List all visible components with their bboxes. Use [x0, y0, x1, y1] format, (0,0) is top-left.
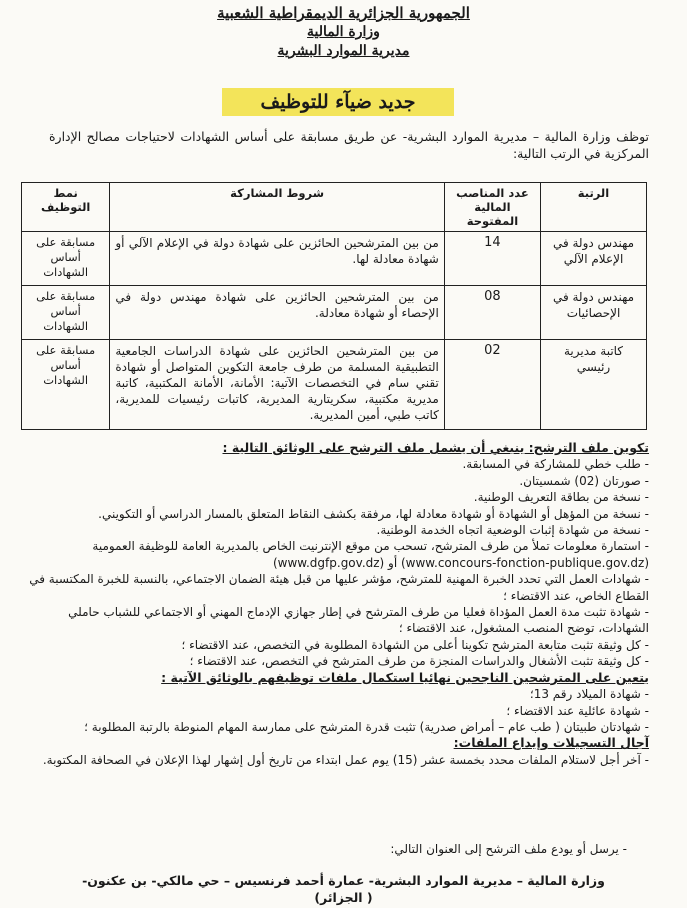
count-cell: 14: [444, 232, 540, 286]
list-item: - نسخة من بطاقة التعريف الوطنية.: [473, 490, 649, 505]
recruitment-banner: جديد ضيآء للتوظيف: [222, 88, 454, 116]
mailing-address: [0, 872, 687, 906]
positions-table: [21, 182, 647, 430]
requirements-section: [21, 440, 649, 768]
table-header-row: [22, 183, 647, 232]
send-instruction: - يرسل أو يودع ملف الترشح إلى العنوان التالي:: [390, 842, 627, 856]
list-item: - نسخة من شهادة إثبات الوضعية اتجاه الخدمة الوطنية.: [376, 523, 649, 538]
intro-paragraph: توظف وزارة المالية – مديرية الموارد البشرية- عن طريق مسابقة على أساس الشهادات لاحتياجات مصالح الإدارة المركزية في الرتب التالية:: [49, 129, 649, 161]
mode-cell: مسابقة على أساس الشهادات: [22, 286, 110, 340]
col-conditions: شروط المشاركة: [110, 183, 444, 232]
directorate-title: مديرية الموارد البشرية: [277, 43, 410, 59]
col-mode: نمط التوظيف: [22, 183, 110, 232]
table-row: [22, 286, 647, 340]
file-section-title: تكوين ملف الترشح: ينبغي أن يشمل ملف الترشح على الوثائق التالية :: [222, 440, 649, 455]
address-city: ( الجزائر): [314, 890, 373, 905]
ministry-title: وزارة المالية: [307, 24, 380, 40]
list-item: - طلب خطي للمشاركة في المسابقة.: [462, 457, 649, 472]
table-row: [22, 340, 647, 430]
list-item: - صورتان (02) شمسيتان.: [519, 473, 649, 488]
conditions-cell: من بين المترشحين الحائزين على شهادة الدراسات الجامعية التطبيقية المسلمة من طرف جامعة التكوين المتواصل أو شهادة تقني سام في التخصصات الآتية: الأمانة، الأمانة المكتبية، كاتبة مديرية مكتبية، سكريتارية المديرية، كاتبات رئيسيات للمديرية، كاتب طبي، أمين المديرية.: [110, 340, 444, 430]
table-row: [22, 232, 647, 286]
mode-cell: مسابقة على أساس الشهادات: [22, 232, 110, 286]
rank-cell: مهندس دولة في الإحصائيات: [541, 286, 647, 340]
conditions-cell: من بين المترشحين الحائزين على شهادة مهندس دولة في الإحصاء أو شهادة معادلة.: [110, 286, 444, 340]
list-item: - شهادة عائلية عند الاقتضاء ؛: [506, 703, 649, 718]
list-item: - نسخة من المؤهل أو الشهادة أو شهادة معادلة لها، مرفقة بكشف النقاط المتعلق بالمسار الدراسي أو التكويني.: [98, 506, 649, 521]
mode-cell: مسابقة على أساس الشهادات: [22, 340, 110, 430]
count-cell: 02: [444, 340, 540, 430]
deadline-section-title: آجال التسجيلات وإيداع الملفات:: [453, 735, 649, 751]
count-cell: 08: [444, 286, 540, 340]
republic-title: الجمهورية الجزائرية الديمقراطية الشعبية: [217, 4, 470, 22]
conditions-cell: من بين المترشحين الحائزين على شهادة دولة في الإعلام الآلي أو شهادة معادلة لها.: [110, 232, 444, 286]
rank-cell: مهندس دولة في الإعلام الآلي: [541, 232, 647, 286]
list-item: - كل وثيقة تثبت الأشغال والدراسات المنجزة من طرف المترشح في التخصص، عند الاقتضاء ؛: [189, 654, 649, 669]
rank-cell: كاتبة مديرية رئيسي: [541, 340, 647, 430]
col-rank: الرتبة: [541, 183, 647, 232]
deadline-text: - آخر أجل لاستلام الملفات محدد بخمسة عشر (15) يوم عمل ابتداء من تاريخ أول إشهار لهذا الإعلان في الصحافة المكتوبة.: [42, 752, 649, 767]
list-item: - شهادة الميلاد رقم 13؛: [529, 687, 649, 702]
list-item: - كل وثيقة تثبت متابعة المترشح تكوينا أعلى من الشهادة المطلوبة في التخصص، عند الاقتضاء ؛: [181, 637, 649, 652]
websites-line: (www.concours-fonction-publique.gov.dz) أو (www.dgfp.gov.dz): [272, 555, 649, 570]
final-section-title: يتعين على المترشحين الناجحين نهائيا استكمال ملفات توظيفهم بالوثائق الآتية :: [161, 669, 649, 685]
list-item: - شهادتان طبيتان ( طب عام – أمراض صدرية) تثبت قدرة المترشح على ممارسة المهام المنوطة بالرتبة المطلوبة ؛: [84, 719, 649, 734]
col-count: عدد المناصب المالية المفتوحة: [444, 183, 540, 232]
address-line: وزارة المالية – مديرية الموارد البشرية- عمارة أحمد فرنسيس – حي مالكي- بن عكنون-: [82, 873, 605, 888]
list-item: - شهادات العمل التي تحدد الخبرة المهنية للمترشح، مؤشر عليها من قبل هيئة الضمان الاجتماعي، بالنسبة للخبرة المكتسبة في القطاع الخاص، عند الاقتضاء ؛: [29, 572, 649, 603]
list-item: - شهادة تثبت مدة العمل المؤداة فعليا من طرف المترشح في إطار جهازي الإدماج المهني أو الاجتماعي للشباب حاملي الشهادات، توضح المنصب المشغول، عند الاقتضاء ؛: [68, 605, 649, 636]
letterhead: [0, 4, 687, 61]
list-item: - استمارة معلومات تملأ من طرف المترشح، تسحب من موقع الإنترنيت الخاص بالمديرية العامة للوظيفة العمومية: [92, 539, 649, 554]
